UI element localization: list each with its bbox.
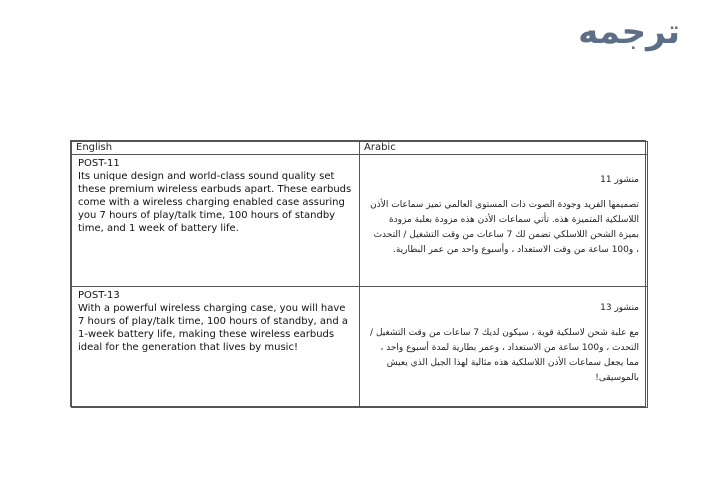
- post-id-arabic: منشور 11: [600, 175, 639, 185]
- arabic-text: تصميمها الفريد وجودة الصوت ذات المستوى العالمي تميز سماعات الأذن اللاسلكية المتميزة هذه. تأتي سماعات الأذن هذه مزودة بعلبة مزودة بميزة الشحن اللاسلكي تضمن لك 7 ساعات من وقت التشغيل / التحدث ، و100 ساعة من وقت الاستعداد ، وأسبوع واحد من عمر البطارية.: [370, 200, 639, 255]
- arabic-text: مع علبة شحن لاسلكية قوية ، سيكون لديك 7 ساعات من وقت التشغيل / التحدث ، و100 ساعة من الاستعداد ، وعمر بطارية لمدة أسبوع واحد ، مما يجعل سماعات الأذن اللاسلكية هذه مثالية لهذا الجيل الذي يعيش بالموسيقى!: [370, 328, 639, 383]
- table-row: [72, 287, 648, 408]
- english-text: With a powerful wireless charging case, you will have 7 hours of play/talk time, 100 hours of standby, and a 1-week battery life, making these wireless earbuds ideal for the generation that lives by music!: [78, 303, 349, 353]
- arabic-cell: [360, 155, 648, 287]
- column-header-english: English: [72, 142, 360, 155]
- post-id: POST-13: [78, 290, 120, 301]
- table-header-row: [72, 142, 648, 155]
- translation-table: [70, 140, 646, 407]
- english-text: Its unique design and world-class sound quality set these premium wireless earbuds apart. These earbuds come with a wireless charging enabled case assuring you 7 hours of play/talk time, 100 hours of standby time, and 1 week of battery life.: [78, 171, 352, 234]
- page-title: ترجمه: [578, 12, 680, 52]
- post-id: POST-11: [78, 158, 120, 169]
- english-cell: [72, 287, 360, 408]
- column-header-arabic: Arabic: [360, 142, 648, 155]
- arabic-cell: [360, 287, 648, 408]
- english-cell: [72, 155, 360, 287]
- table-row: [72, 155, 648, 287]
- post-id-arabic: منشور 13: [600, 303, 639, 313]
